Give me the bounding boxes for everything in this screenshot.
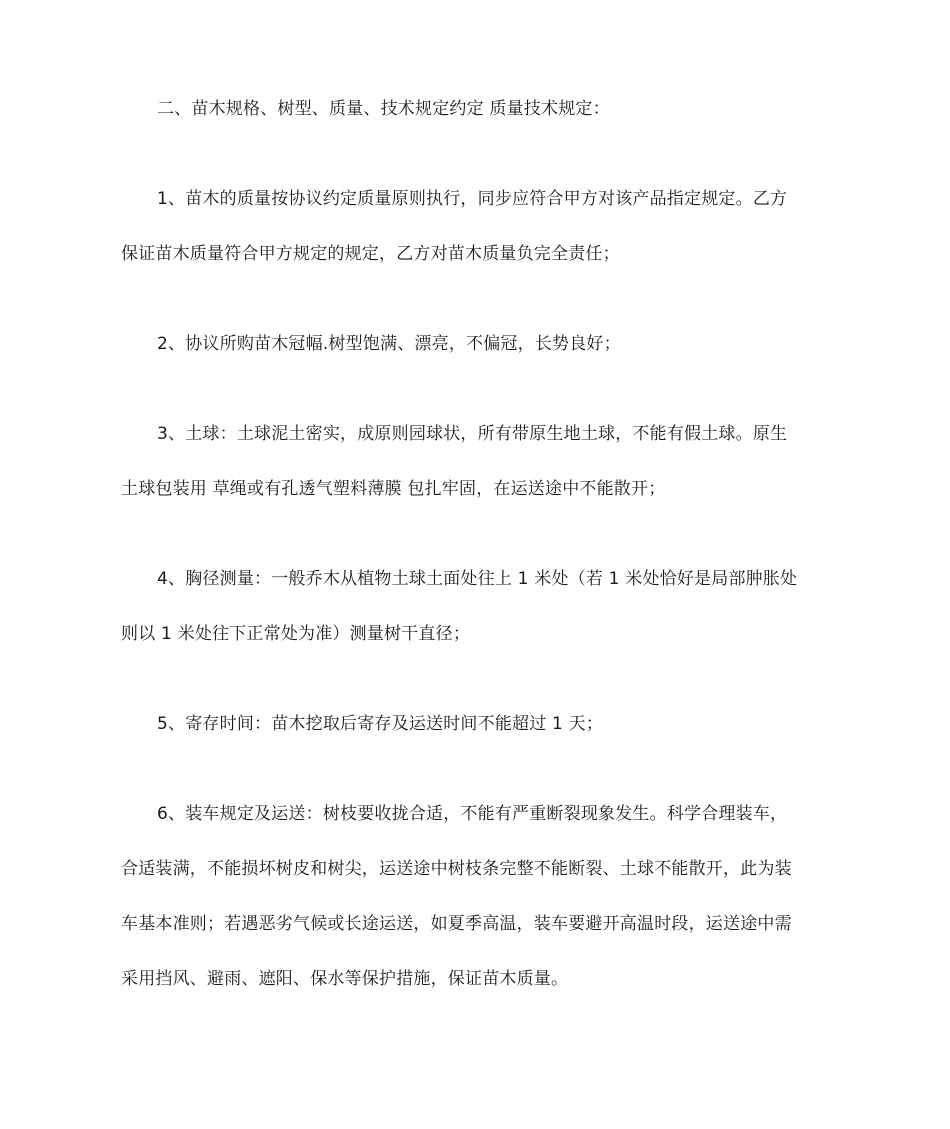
paragraph-line: 1、苗木的质量按协议约定质量原则执行，同步应符合甲方对该产品指定规定。乙方 <box>157 189 788 209</box>
clause-1-quality <box>121 172 833 282</box>
paragraph-line: 6、装车规定及运送：树枝要收拢合适，不能有严重断裂现象发生。科学合理装车， <box>157 804 788 824</box>
clause-5-storage <box>121 697 833 752</box>
paragraph-line: 采用挡风、避雨、遮阳、保水等保护措施，保证苗木质量。 <box>121 969 569 989</box>
paragraph-line: 4、胸径测量：一般乔木从植物土球土面处往上 1 米处（若 1 米处恰好是局部肿胀处 <box>157 569 798 589</box>
paragraph-line: 二、苗木规格、树型、质量、技术规定约定 质量技术规定： <box>157 99 610 119</box>
paragraph-line: 车基本准则；若遇恶劣气候或长途运送，如夏季高温，装车要避开高温时段，运送途中需 <box>121 914 792 934</box>
clause-6-loading <box>121 787 833 1007</box>
paragraph-line: 则以 1 米处往下正常处为准）测量树干直径； <box>121 624 471 644</box>
paragraph-line: 保证苗木质量符合甲方规定的规定，乙方对苗木质量负完全责任； <box>121 244 620 264</box>
paragraph-line: 土球包装用 草绳或有孔透气塑料薄膜 包扎牢固，在运送途中不能散开； <box>121 479 666 499</box>
document-body <box>121 82 833 1007</box>
section-heading <box>121 82 833 137</box>
clause-4-diameter <box>121 552 833 662</box>
clause-3-soil-ball <box>121 407 833 517</box>
paragraph-line: 2、协议所购苗木冠幅.树型饱满、漂亮，不偏冠，长势良好； <box>157 334 621 354</box>
paragraph-line: 5、寄存时间：苗木挖取后寄存及运送时间不能超过 1 天； <box>157 714 604 734</box>
paragraph-line: 3、土球：土球泥土密实，成原则园球状，所有带原生地土球，不能有假土球。原生 <box>157 424 788 444</box>
paragraph-line: 合适装满，不能损坏树皮和树尖，运送途中树枝条完整不能断裂、土球不能散开，此为装 <box>121 859 792 879</box>
clause-2-crown <box>121 317 833 372</box>
